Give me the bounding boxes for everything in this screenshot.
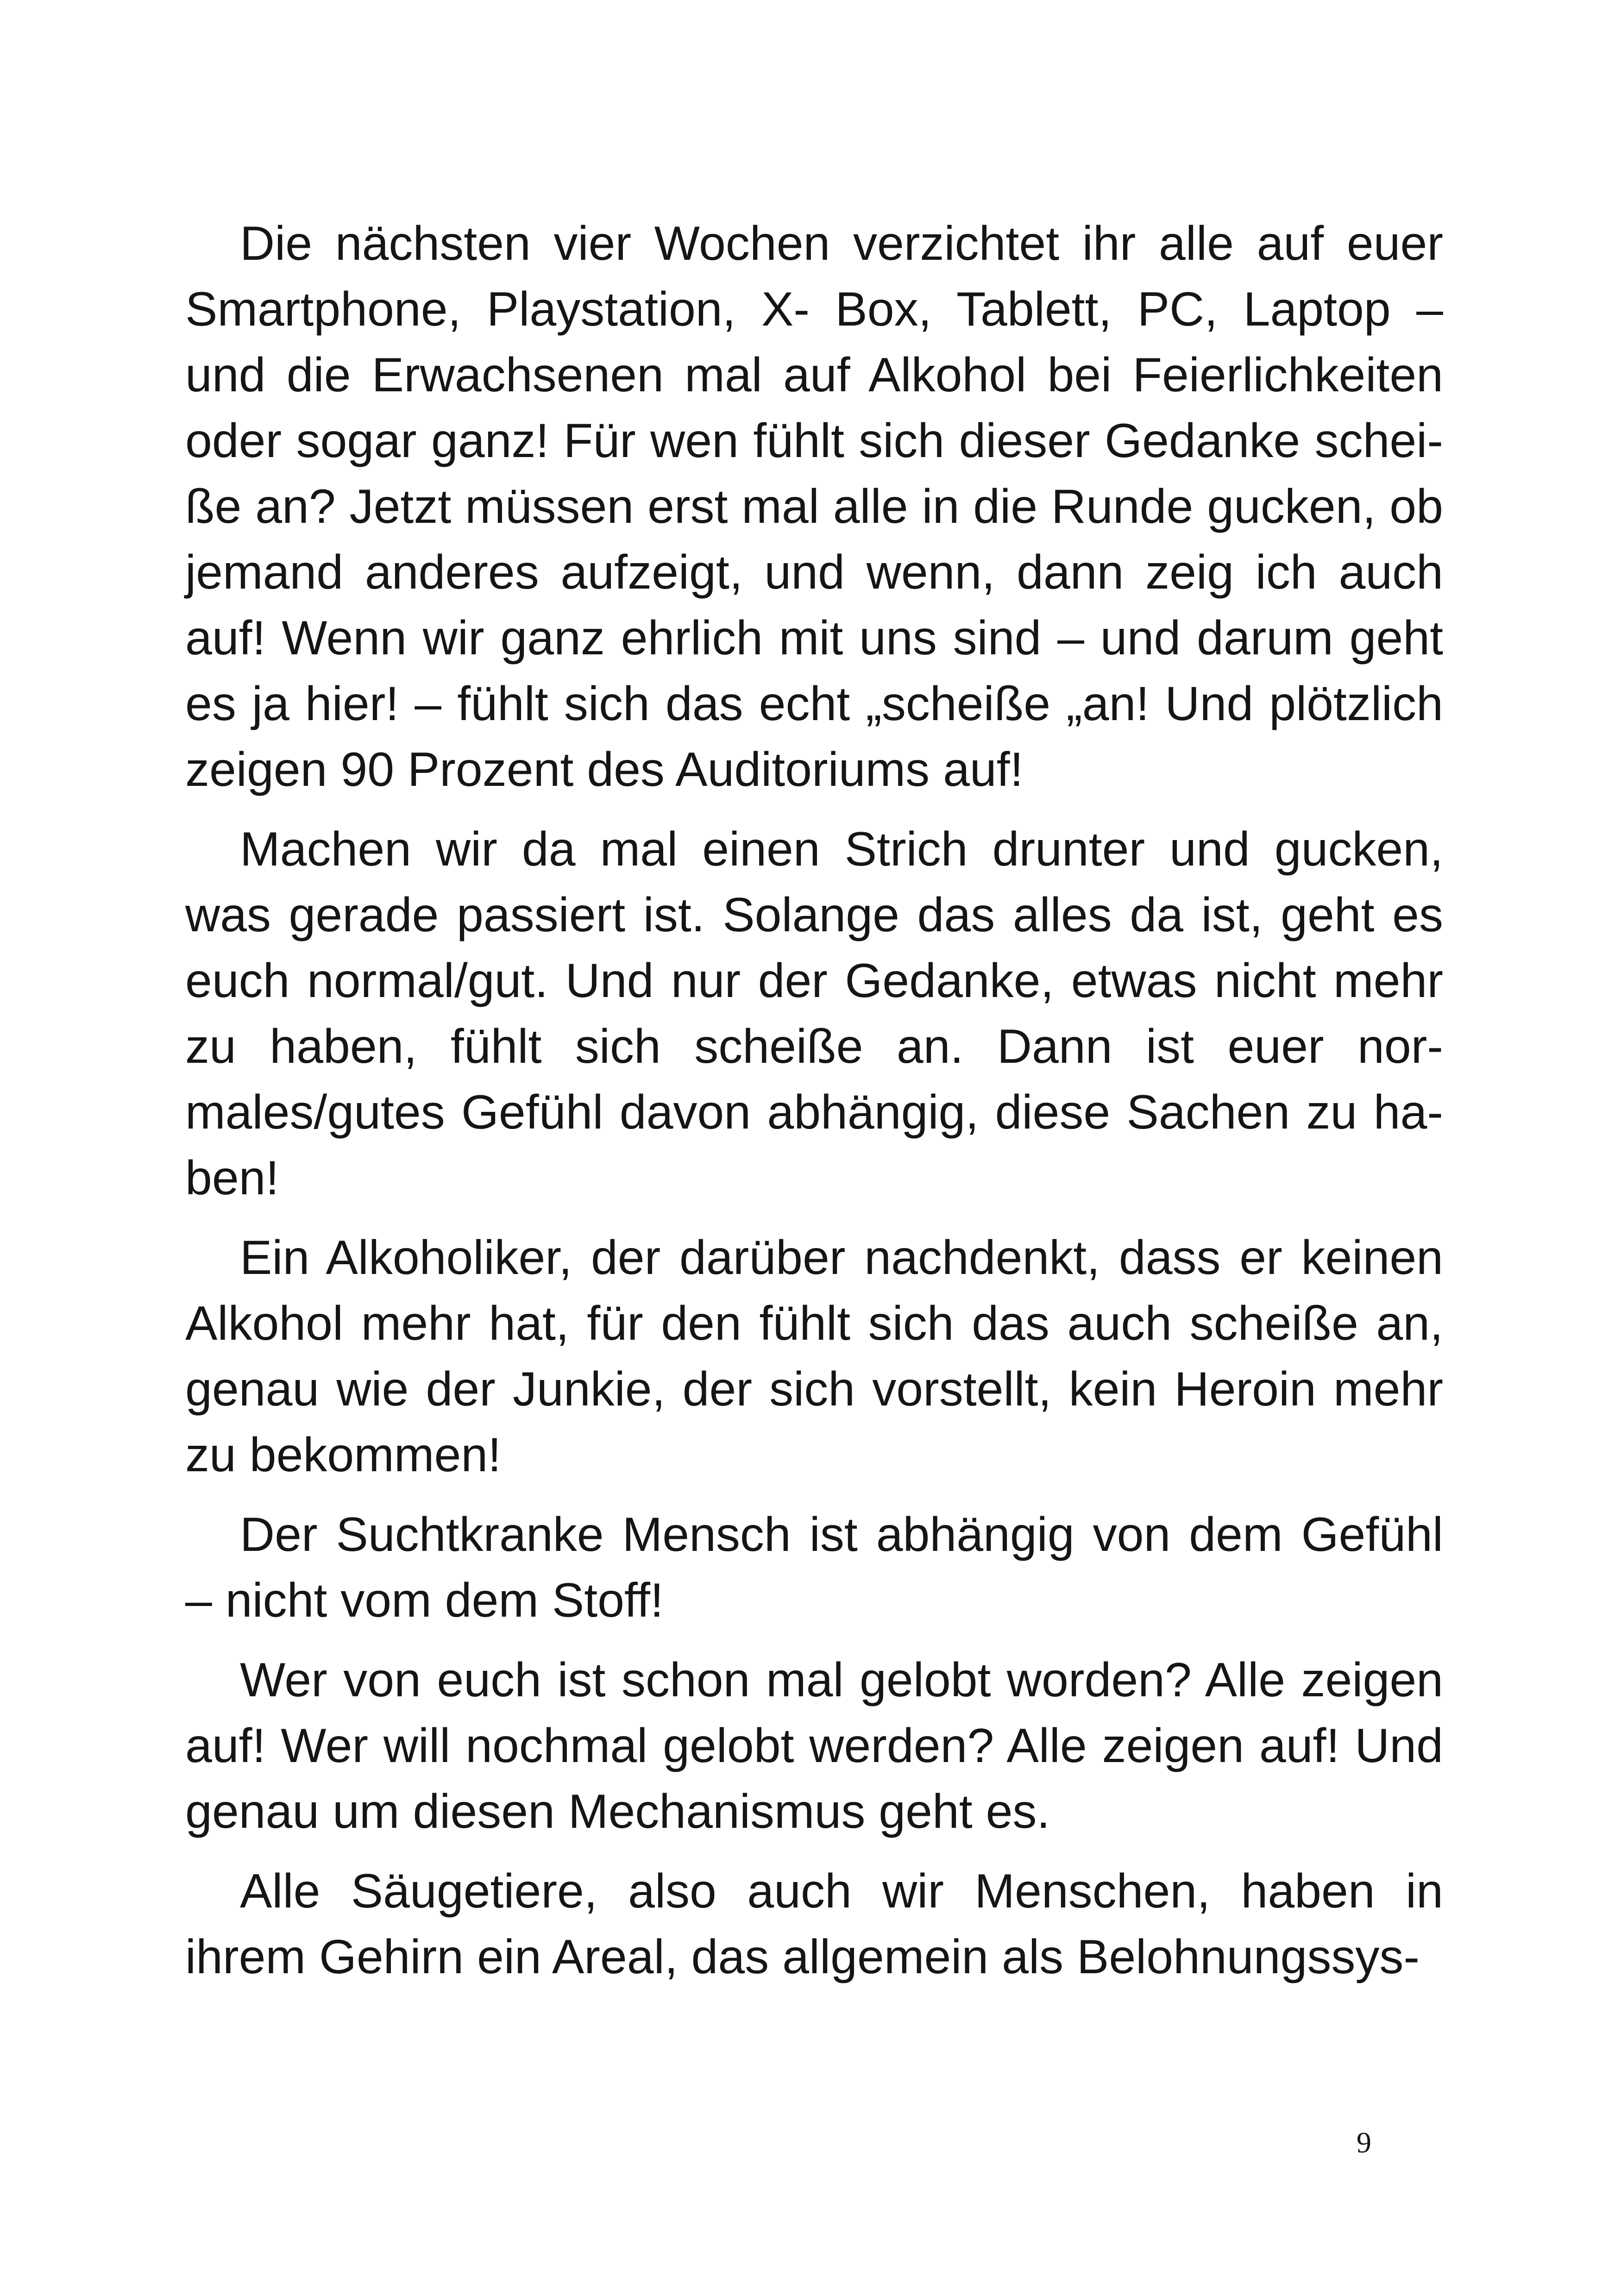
paragraph-2: Machen wir da mal einen Strich drunter und gucken, was gerade passiert ist. Solange das alles da ist, geht es euch normal/gut. Und nur der Gedanke, etwas nicht mehr zu haben, fühlt sich scheiße an. Dann ist euer nor-males/gutes Gefühl davon abhängig, diese Sachen zu ha-ben!	[185, 822, 1443, 1205]
paragraph-5: Wer von euch ist schon mal gelobt worden? Alle zeigen auf! Wer will nochmal gelobt werden? Alle zeigen auf! Und genau um diesen Mechanismus geht es.	[185, 1653, 1443, 1838]
page-number: 9	[1357, 2126, 1371, 2159]
paragraph-1: Die nächsten vier Wochen verzichtet ihr alle auf euer Smartphone, Playstation, X- Box, Tablett, PC, Laptop – und die Erwachsenen mal auf Alkohol bei Feierlichkeiten oder sogar ganz! Für wen fühlt sich dieser Gedanke schei-ße an? Jetzt müssen erst mal alle in die Runde gucken, ob jemand anderes aufzeigt, und wenn, dann zeig ich auch auf! Wenn wir ganz ehrlich mit uns sind – und darum geht es ja hier! – fühlt sich das echt „scheiße „an! Und plötzlich zeigen 90 Prozent des Auditoriums auf!	[185, 217, 1443, 797]
body-text	[185, 211, 1443, 1990]
paragraph-3: Ein Alkoholiker, der darüber nachdenkt, dass er keinen Alkohol mehr hat, für den fühlt sich das auch scheiße an, genau wie der Junkie, der sich vorstellt, kein Heroin mehr zu bekommen!	[185, 1231, 1443, 1482]
paragraph-4: Der Suchtkranke Mensch ist abhängig von dem Gefühl – nicht vom dem Stoff!	[185, 1508, 1443, 1627]
paragraph-6: Alle Säugetiere, also auch wir Menschen, haben in ihrem Gehirn ein Areal, das allgemein als Belohnungssys-	[185, 1864, 1443, 1984]
